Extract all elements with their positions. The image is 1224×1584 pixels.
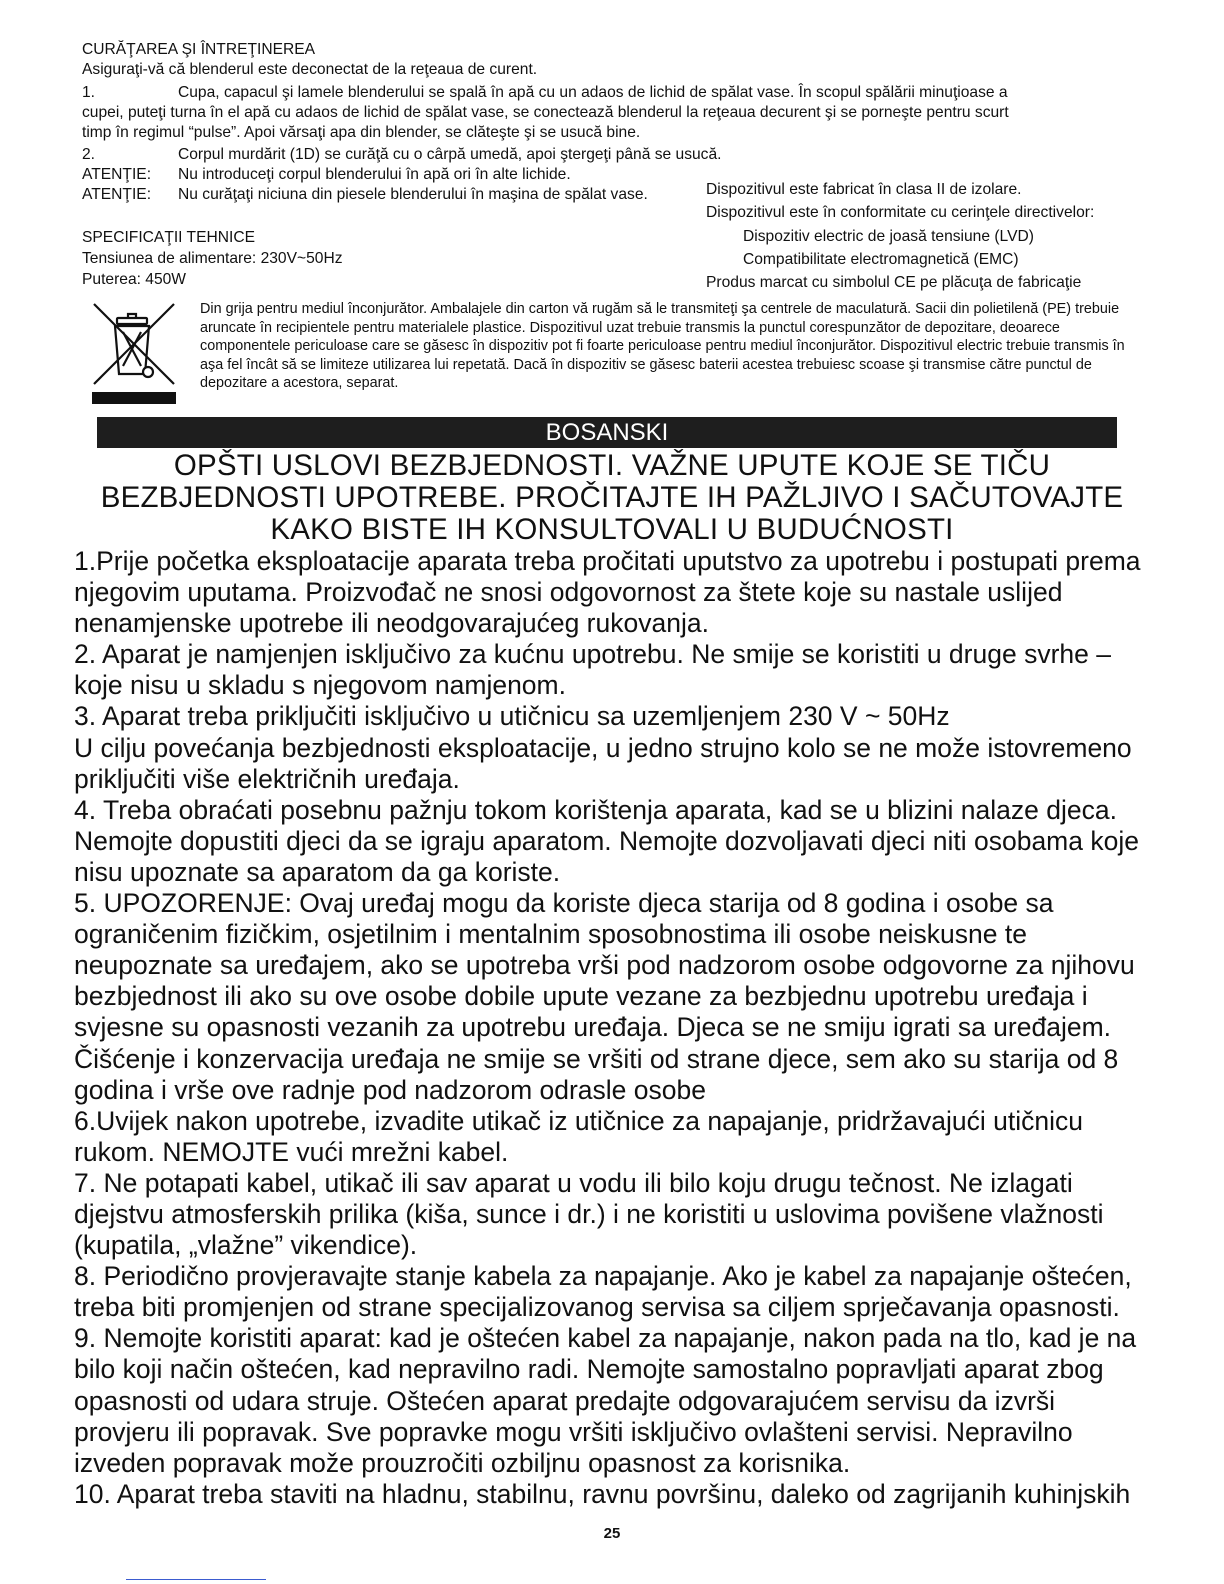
attention-2 bbox=[82, 185, 648, 205]
cert-line-5: Produs marcat cu simbolul CE pe plăcuţa de fabricaţie bbox=[706, 274, 1082, 291]
cleaning-item-2 bbox=[82, 145, 721, 165]
cert-line-1: Dispozitivul este fabricat în clasa II de izolare. bbox=[706, 181, 1022, 198]
specs-voltage: Tensiunea de alimentare: 230V~50Hz bbox=[82, 250, 343, 267]
item-2-text: Corpul murdărit (1D) se curăţă cu o cârpă umedă, apoi ştergeţi până se usucă. bbox=[178, 146, 722, 163]
item-1-number: 1. bbox=[82, 84, 96, 101]
cert-line-2: Dispozitivul este în conformitate cu cerinţele directivelor: bbox=[706, 204, 1095, 221]
safety-paragraph-9: 9. Nemojte koristiti aparat: kad je oštećen kabel za napajanje, nakon pada na tlo, kad je na bilo koji način oštećen, kad nepravilno radi. Nemojte samostalno popravljati aparat zbog opasnosti od udara struje. Oštećen aparat predajte odgovarajućem servisu da izvrši provjeru ili popravak. Sve popravke mogu vršiti isključivo ovlašteni servisi. Nepravilno izveden popravak može prouzročiti ozbiljnu opasnost za korisnika. bbox=[74, 1323, 1137, 1478]
cleaning-item-1 bbox=[82, 83, 1008, 103]
safety-paragraph-7: 7. Ne potapati kabel, utikač ili sav aparat u vodu ili bilo koju drugu tečnost. Ne izlagati djejstvu atmosferskih prilika (kiša, sunce i dr.) i ne koristiti u uslovima povišene vlažnosti (kupatila, „vlažne” vikendice). bbox=[74, 1167, 1104, 1261]
safety-paragraph-10: 10. Aparat treba staviti na hladnu, stabilnu, ravnu površinu, daleko od zagrijanih kuhinjskih bbox=[74, 1478, 1131, 1509]
cleaning-intro: Asiguraţi-vă că blenderul este deconectat de la reţeaua de curent. bbox=[82, 61, 538, 78]
safety-paragraph-3: 3. Aparat treba priključiti isključivo u utičnicu sa uzemljenjem 230 V ~ 50Hz bbox=[74, 701, 950, 732]
item-2-number: 2. bbox=[82, 146, 96, 163]
specs-power: Puterea: 450W bbox=[82, 271, 187, 288]
item-1-text: Cupa, capacul şi lamele blenderului se spală în apă cu un adaos de lichid de spălat vase. În scopul spălării minuţioase a bbox=[178, 84, 1008, 101]
attention-1-label: ATENŢIE: bbox=[82, 166, 152, 183]
safety-title: OPŠTI USLOVI BEZBJEDNOSTI. VAŽNE UPUTE KOJE SE TIČU BEZBJEDNOSTI UPOTREBE. PROČITAJTE IH PAŽLJIVO I SAČUTOVAJTE KAKO BISTE IH KONSULTOVALI U BUDUĆNOSTI bbox=[100, 449, 1124, 546]
cert-line-4: Compatibilitate electromagnetică (EMC) bbox=[743, 251, 1019, 268]
page-number: 25 bbox=[603, 1525, 621, 1542]
footer-rule bbox=[126, 1579, 266, 1580]
safety-body bbox=[74, 546, 1154, 1510]
crossed-out-wheelie-bin-icon bbox=[92, 302, 176, 406]
safety-paragraph-6: 6.Uvijek nakon upotrebe, izvadite utikač iz utičnice za napajanje, pridržavajući utičnicu rukom. NEMOJTE vući mrežni kabel. bbox=[74, 1105, 1084, 1167]
cert-line-3: Dispozitiv electric de joasă tensiune (LVD) bbox=[743, 228, 1034, 245]
attention-2-text: Nu curăţaţi niciuna din piesele blenderului în maşina de spălat vase. bbox=[178, 186, 648, 203]
language-bar: BOSANSKI bbox=[97, 417, 1117, 448]
safety-paragraph-1: 1.Prije početka eksploatacije aparata treba pročitati uputstvo za upotrebu i postupati prema njegovim uputama. Proizvođač ne snosi odgovornost za štete koje su nastale uslijed nenamjenske upotrebe ili neodgovarajućeg rukovanja. bbox=[74, 546, 1141, 639]
cleaning-heading: CURĂŢAREA ŞI ÎNTREŢINEREA bbox=[82, 41, 316, 58]
safety-paragraph-8: 8. Periodično provjeravajte stanje kabela za napajanje. Ako je kabel za napajanje oštećen, treba biti promjenjen od strane specijalizovanog servisa sa ciljem sprječavanja opasnosti. bbox=[74, 1261, 1132, 1323]
environment-notice: Din grija pentru mediul înconjurător. Ambalajele din carton vă rugăm să le transmiteţi şa centrele de maculatură. Sacii din polietilenă (PE) trebuie aruncate în recipientele pentru materialele plastice. Dispozitivul uzat trebuie transmis la punctul corespunzător de depozitare, deoarece componentele periculoase care se găsesc în dispozitiv pot fi foarte periculoase pentru mediul înconjurător. Dispozitivul electric trebuie transmis în aşa fel încât să se limiteze utilizarea lui repetată. Dacă în dispozitiv se găsesc baterii acestea trebuiesc scoase şi transmise către punctul de depozitare a acestora, separat. bbox=[200, 301, 1125, 392]
specs-heading: SPECIFICAŢII TEHNICE bbox=[82, 229, 256, 246]
safety-paragraph-5: 5. UPOZORENJE: Ovaj uređaj mogu da koriste djeca starija od 8 godina i osobe sa ograničenim fizičkim, osjetilnim i mentalnim sposobnostima ili osobe neiskusne te neupoznate sa uređajem, ako se upotreba vrši pod nadzorom osobe odgovorne za njihovu bezbjednost ili ako su ove osobe dobile upute vezane za bezbjednu upotrebu uređaja i svjesne su opasnosti vezanih za upotrebu uređaja. Djeca se ne smiju igrati sa uređajem. Čišćenje i konzervacija uređaja ne smije se vršiti od strane djece, sem ako su starija od 8 godina i vrše ove radnje pod nadzorom odrasle osobe bbox=[74, 888, 1135, 1105]
attention-1-text: Nu introduceţi corpul blenderului în apă ori în alte lichide. bbox=[178, 166, 571, 183]
safety-paragraph-3-note: U cilju povećanja bezbjednosti eksploatacije, u jedno strujno kolo se ne može istovremeno priključiti više električnih uređaja. bbox=[74, 732, 1132, 794]
attention-1 bbox=[82, 165, 571, 185]
safety-paragraph-2: 2. Aparat je namjenjen isključivo za kućnu upotrebu. Ne smije se koristiti u druge svrhe – koje nisu u skladu s njegovom namjenom. bbox=[74, 639, 1111, 701]
item-1-continuation-2: timp în regimul “pulse”. Apoi vărsaţi apa din blender, se clăteşte şi se usucă bine. bbox=[82, 124, 641, 141]
item-1-continuation-1: cupei, puteţi turna în el apă cu adaos de lichid de spălat vase, se conectează blenderul la reţeaua decurent şi se porneşte pentru scurt bbox=[82, 104, 1009, 121]
attention-2-label: ATENŢIE: bbox=[82, 186, 152, 203]
safety-paragraph-4: 4. Treba obraćati posebnu pažnju tokom korištenja aparata, kad se u blizini nalaze djeca. Nemojte dopustiti djeci da se igraju aparatom. Nemojte dozvoljavati djeci niti osobama koje nisu upoznate sa aparatom da ga koriste. bbox=[74, 794, 1139, 887]
